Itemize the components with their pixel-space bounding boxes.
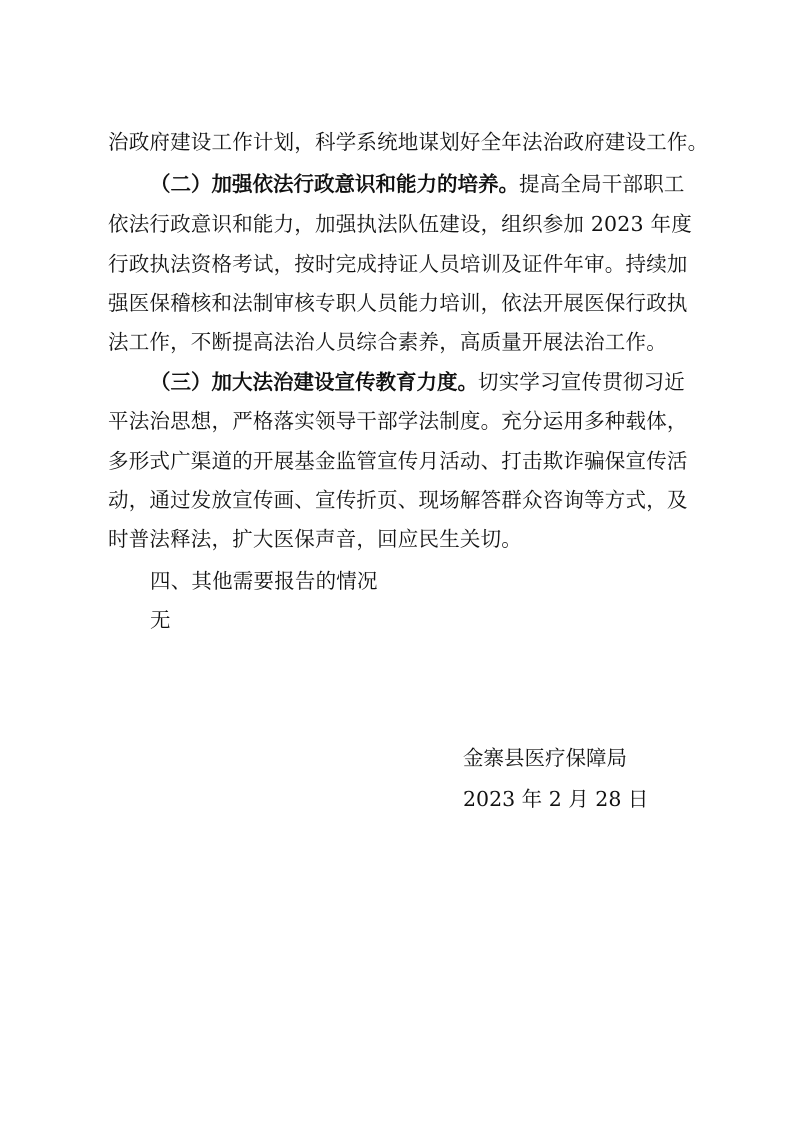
body-line-5: 强医保稽核和法制审核专职人员能力培训，依法开展医保行政执 xyxy=(108,291,688,315)
signature-organization: 金寨县医疗保障局 xyxy=(463,746,627,770)
section-four-heading: 四、其他需要报告的情况 xyxy=(150,569,378,593)
body-line-3: 依法行政意识和能力，加强执法队伍建设，组织参加 2023 年度 xyxy=(108,212,692,236)
section-four-body: 无 xyxy=(150,608,171,632)
body-line-8: 平法治思想，严格落实领导干部学法制度。充分运用多种载体， xyxy=(108,409,688,433)
body-line-1: 治政府建设工作计划，科学系统地谋划好全年法治政府建设工作。 xyxy=(108,130,709,154)
body-line-7 xyxy=(150,368,750,396)
body-line-2-text: 提高全局干部职工 xyxy=(519,172,685,196)
subheading-2: （二）加强依法行政意识和能力的培养。 xyxy=(150,172,519,196)
body-line-9: 多形式广渠道的开展基金监管宣传月活动、打击欺诈骗保宣传活 xyxy=(108,449,688,473)
body-line-7-text: 切实学习宣传贯彻习近 xyxy=(478,370,685,394)
signature-date: 2023 年 2 月 28 日 xyxy=(463,787,649,811)
body-line-2 xyxy=(150,170,750,198)
body-line-4: 行政执法资格考试，按时完成持证人员培训及证件年审。持续加 xyxy=(108,252,688,276)
body-line-6: 法工作，不断提高法治人员综合素养，高质量开展法治工作。 xyxy=(108,330,667,354)
body-line-11: 时普法释法，扩大医保声音，回应民生关切。 xyxy=(108,527,522,551)
subheading-3: （三）加大法治建设宣传教育力度。 xyxy=(150,370,478,394)
body-line-10: 动，通过发放宣传画、宣传折页、现场解答群众咨询等方式，及 xyxy=(108,488,688,512)
